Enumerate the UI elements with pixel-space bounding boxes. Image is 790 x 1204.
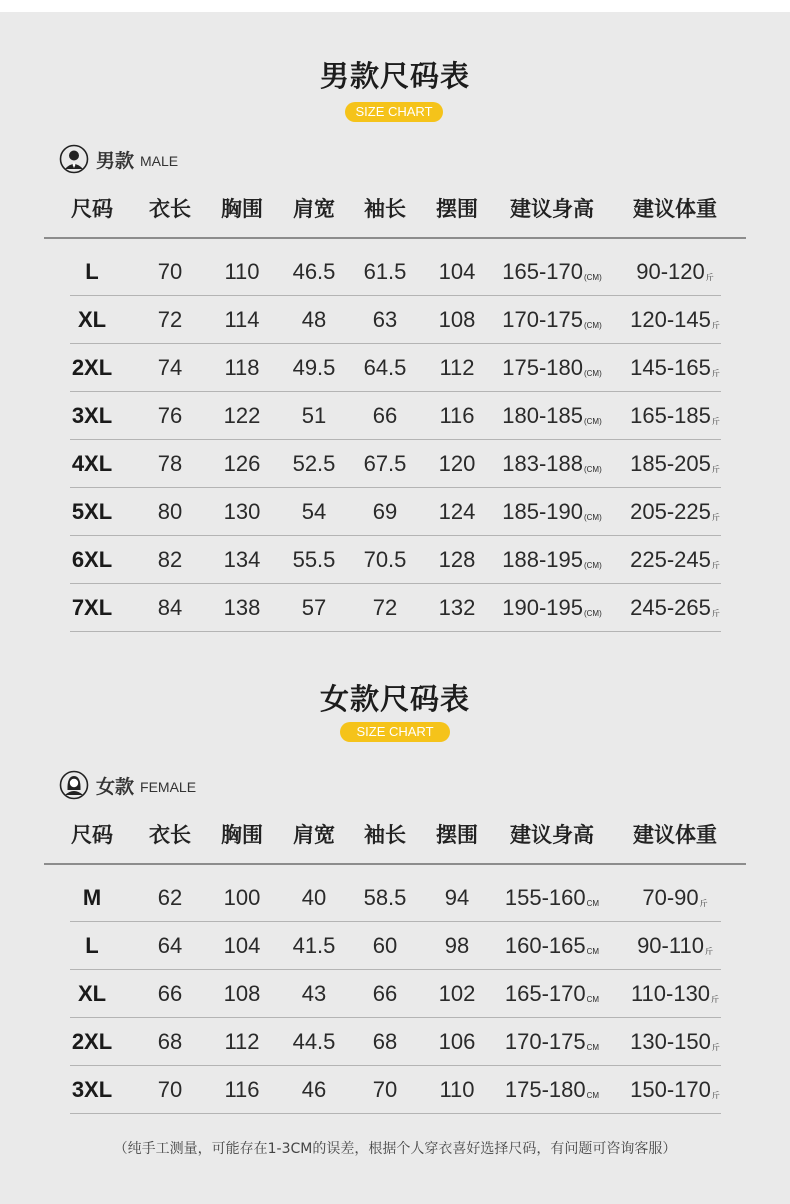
cell-hem-value: 94 <box>444 885 470 910</box>
cell-height-unit: (CM) <box>583 513 602 522</box>
cell-height-unit: CM <box>586 947 600 956</box>
cell-weight-value: 130-150 <box>630 1029 711 1054</box>
cell-weight-unit: 斤 <box>704 947 713 956</box>
cell-size-value: 3XL <box>71 1077 113 1102</box>
cell-size <box>60 1066 124 1113</box>
cell-shoulder-value: 41.5 <box>292 933 336 958</box>
cell-sleeve <box>353 344 417 391</box>
cell-length-value: 70 <box>157 259 183 284</box>
cell-weight-unit: 斤 <box>711 1091 720 1100</box>
cell-weight-unit: 斤 <box>699 899 708 908</box>
cell-hem-value: 112 <box>439 355 475 380</box>
cell-weight <box>620 296 730 343</box>
cell-sleeve-value: 60 <box>372 933 398 958</box>
cell-chest-value: 100 <box>223 885 261 910</box>
cell-length <box>138 1018 202 1065</box>
female-header-divider <box>44 863 746 865</box>
male-section-title: 男款尺码表 <box>319 59 470 93</box>
cell-shoulder <box>282 488 346 535</box>
cell-sleeve-value: 72 <box>372 595 398 620</box>
cell-weight-value: 120-145 <box>630 307 711 332</box>
cell-chest-value: 104 <box>223 933 261 958</box>
cell-height <box>497 488 607 535</box>
cell-length <box>138 248 202 295</box>
cell-shoulder <box>282 248 346 295</box>
cell-size <box>60 392 124 439</box>
cell-shoulder <box>282 922 346 969</box>
table-row <box>0 536 790 584</box>
cell-sleeve <box>353 248 417 295</box>
cell-height-value: 183-188 <box>502 451 583 476</box>
cell-chest <box>210 488 274 535</box>
cell-chest <box>210 1018 274 1065</box>
cell-height <box>497 344 607 391</box>
cell-height-unit: (CM) <box>583 609 602 618</box>
cell-length <box>138 970 202 1017</box>
table-row <box>0 440 790 488</box>
cell-size-value: 4XL <box>71 451 113 476</box>
cell-shoulder-value: 46 <box>301 1077 327 1102</box>
cell-size <box>60 874 124 921</box>
cell-sleeve-value: 66 <box>372 981 398 1006</box>
cell-chest <box>210 584 274 631</box>
male-header-divider <box>44 237 746 239</box>
male-table-header <box>0 189 790 229</box>
female-person-icon <box>59 770 89 800</box>
cell-sleeve-value: 58.5 <box>363 885 407 910</box>
cell-shoulder <box>282 584 346 631</box>
cell-hem-value: 132 <box>438 595 476 620</box>
cell-shoulder-value: 49.5 <box>292 355 336 380</box>
cell-weight-unit: 斤 <box>705 273 714 282</box>
cell-weight-unit: 斤 <box>711 513 720 522</box>
cell-sleeve-value: 63 <box>372 307 398 332</box>
header-length: 衣长 <box>149 823 191 847</box>
cell-hem <box>425 296 489 343</box>
cell-length <box>138 392 202 439</box>
cell-chest <box>210 296 274 343</box>
cell-shoulder-value: 48 <box>301 307 327 332</box>
cell-height-unit: CM <box>586 899 600 908</box>
cell-chest-value: 116 <box>224 1077 260 1102</box>
header-shoulder: 肩宽 <box>293 197 335 221</box>
cell-sleeve-value: 64.5 <box>363 355 407 380</box>
cell-length <box>138 584 202 631</box>
cell-height-value: 160-165 <box>504 933 586 958</box>
cell-chest-value: 112 <box>224 1029 260 1054</box>
cell-chest <box>210 344 274 391</box>
female-table-header <box>0 815 790 855</box>
cell-hem <box>425 584 489 631</box>
cell-height-value: 175-180 <box>504 1077 586 1102</box>
cell-sleeve-value: 70 <box>372 1077 398 1102</box>
cell-weight <box>620 344 730 391</box>
cell-size <box>60 296 124 343</box>
cell-weight <box>620 874 730 921</box>
cell-length-value: 62 <box>157 885 183 910</box>
cell-sleeve-value: 68 <box>372 1029 398 1054</box>
header-sleeve: 袖长 <box>364 197 406 221</box>
cell-weight-value: 90-120 <box>636 259 705 284</box>
cell-length-value: 66 <box>157 981 183 1006</box>
table-row <box>0 584 790 632</box>
cell-height <box>497 536 607 583</box>
cell-length <box>138 488 202 535</box>
cell-hem <box>425 392 489 439</box>
cell-height <box>497 248 607 295</box>
header-weight: 建议体重 <box>633 197 717 221</box>
cell-length-value: 68 <box>157 1029 183 1054</box>
cell-height <box>497 922 607 969</box>
cell-shoulder-value: 43 <box>301 981 327 1006</box>
cell-length-value: 76 <box>157 403 183 428</box>
cell-shoulder <box>282 536 346 583</box>
cell-chest-value: 134 <box>223 547 261 572</box>
cell-weight <box>620 392 730 439</box>
cell-height-unit: (CM) <box>583 369 602 378</box>
row-divider <box>70 631 721 632</box>
cell-chest-value: 138 <box>223 595 261 620</box>
cell-length <box>138 922 202 969</box>
row-divider <box>70 1113 721 1114</box>
cell-weight-value: 70-90 <box>642 885 699 910</box>
cell-height-unit: (CM) <box>583 561 602 570</box>
cell-height-unit: CM <box>586 1091 600 1100</box>
cell-chest-value: 122 <box>223 403 261 428</box>
cell-length-value: 82 <box>157 547 183 572</box>
cell-weight <box>620 1066 730 1113</box>
cell-size-value: 2XL <box>71 1029 113 1054</box>
cell-length <box>138 440 202 487</box>
cell-height-unit: (CM) <box>583 417 602 426</box>
cell-weight-unit: 斤 <box>711 561 720 570</box>
cell-chest-value: 126 <box>223 451 261 476</box>
cell-height <box>497 392 607 439</box>
cell-length-value: 64 <box>157 933 183 958</box>
cell-height-value: 180-185 <box>502 403 583 428</box>
table-row <box>0 344 790 392</box>
cell-size-value: 2XL <box>71 355 113 380</box>
male-label-cn: 男款 <box>96 149 135 172</box>
cell-sleeve <box>353 488 417 535</box>
cell-weight-value: 150-170 <box>630 1077 711 1102</box>
cell-hem-value: 98 <box>444 933 470 958</box>
cell-length-value: 74 <box>157 355 183 380</box>
cell-weight-unit: 斤 <box>711 1043 720 1052</box>
cell-hem <box>425 344 489 391</box>
female-section-label <box>59 770 196 800</box>
cell-shoulder-value: 51 <box>301 403 327 428</box>
cell-size <box>60 488 124 535</box>
cell-hem <box>425 1018 489 1065</box>
cell-height <box>497 874 607 921</box>
cell-chest <box>210 970 274 1017</box>
cell-weight-unit: 斤 <box>711 995 720 1004</box>
female-size-chart-badge: SIZE CHART <box>340 722 450 742</box>
table-row <box>0 1066 790 1114</box>
cell-chest <box>210 536 274 583</box>
cell-length-value: 84 <box>157 595 183 620</box>
cell-height <box>497 440 607 487</box>
header-shoulder: 肩宽 <box>293 823 335 847</box>
cell-size-value: XL <box>77 307 107 332</box>
cell-sleeve <box>353 296 417 343</box>
cell-weight <box>620 440 730 487</box>
cell-size <box>60 440 124 487</box>
measurement-footnote: （纯手工测量，可能存在1-3CM的误差，根据个人穿衣喜好选择尺码，有问题可咨询客服） <box>113 1141 677 1157</box>
cell-size <box>60 922 124 969</box>
cell-hem-value: 124 <box>438 499 476 524</box>
cell-length-value: 78 <box>157 451 183 476</box>
table-row <box>0 392 790 440</box>
cell-height <box>497 1066 607 1113</box>
table-row <box>0 248 790 296</box>
cell-sleeve <box>353 970 417 1017</box>
cell-hem-value: 108 <box>438 307 476 332</box>
cell-chest-value: 130 <box>223 499 261 524</box>
cell-shoulder <box>282 970 346 1017</box>
cell-shoulder <box>282 344 346 391</box>
cell-weight <box>620 536 730 583</box>
header-size: 尺码 <box>71 823 113 847</box>
cell-weight <box>620 1018 730 1065</box>
cell-hem <box>425 922 489 969</box>
cell-hem-value: 106 <box>438 1029 476 1054</box>
male-person-icon <box>59 144 89 174</box>
cell-shoulder <box>282 296 346 343</box>
cell-weight-unit: 斤 <box>711 369 720 378</box>
cell-hem-value: 102 <box>438 981 476 1006</box>
header-weight: 建议体重 <box>633 823 717 847</box>
cell-height-value: 175-180 <box>502 355 583 380</box>
cell-height <box>497 296 607 343</box>
cell-chest-value: 108 <box>223 981 261 1006</box>
cell-height-value: 190-195 <box>502 595 583 620</box>
cell-chest-value: 110 <box>224 259 260 284</box>
cell-weight <box>620 488 730 535</box>
cell-sleeve-value: 67.5 <box>363 451 407 476</box>
cell-hem-value: 120 <box>438 451 476 476</box>
male-section-label <box>59 144 178 174</box>
cell-height <box>497 1018 607 1065</box>
cell-shoulder <box>282 1018 346 1065</box>
cell-shoulder <box>282 392 346 439</box>
cell-height-value: 165-170 <box>502 259 583 284</box>
cell-length-value: 70 <box>157 1077 183 1102</box>
cell-height-value: 155-160 <box>504 885 586 910</box>
cell-shoulder <box>282 874 346 921</box>
cell-chest <box>210 874 274 921</box>
cell-chest-value: 114 <box>224 307 260 332</box>
header-sleeve: 袖长 <box>364 823 406 847</box>
cell-hem <box>425 1066 489 1113</box>
cell-sleeve <box>353 392 417 439</box>
cell-shoulder-value: 44.5 <box>292 1029 336 1054</box>
cell-height-value: 165-170 <box>504 981 586 1006</box>
cell-shoulder-value: 46.5 <box>292 259 336 284</box>
cell-size <box>60 584 124 631</box>
cell-size-value: L <box>85 933 99 958</box>
cell-size-value: L <box>85 259 99 284</box>
cell-sleeve <box>353 922 417 969</box>
cell-size-value: 3XL <box>71 403 113 428</box>
cell-size <box>60 344 124 391</box>
cell-shoulder <box>282 1066 346 1113</box>
cell-size-value: 6XL <box>71 547 113 572</box>
top-strip <box>0 0 790 12</box>
cell-sleeve <box>353 584 417 631</box>
cell-shoulder-value: 57 <box>301 595 327 620</box>
cell-length <box>138 1066 202 1113</box>
cell-hem <box>425 440 489 487</box>
cell-size-value: XL <box>77 981 107 1006</box>
table-row <box>0 922 790 970</box>
header-height: 建议身高 <box>510 197 594 221</box>
cell-weight-unit: 斤 <box>711 321 720 330</box>
cell-height-unit: CM <box>586 1043 600 1052</box>
header-length: 衣长 <box>149 197 191 221</box>
cell-height <box>497 970 607 1017</box>
cell-height-value: 170-175 <box>504 1029 586 1054</box>
cell-weight-unit: 斤 <box>711 417 720 426</box>
table-row <box>0 1018 790 1066</box>
table-row <box>0 970 790 1018</box>
cell-hem-value: 116 <box>439 403 475 428</box>
cell-weight <box>620 970 730 1017</box>
cell-size-value: 5XL <box>71 499 113 524</box>
cell-hem <box>425 488 489 535</box>
cell-size <box>60 1018 124 1065</box>
cell-sleeve <box>353 440 417 487</box>
cell-weight-value: 145-165 <box>630 355 711 380</box>
cell-length-value: 80 <box>157 499 183 524</box>
cell-size-value: 7XL <box>71 595 113 620</box>
cell-weight <box>620 248 730 295</box>
cell-height-unit: CM <box>586 995 600 1004</box>
cell-weight-value: 185-205 <box>630 451 711 476</box>
male-size-chart-badge: SIZE CHART <box>345 102 443 122</box>
cell-weight-unit: 斤 <box>711 465 720 474</box>
cell-chest <box>210 248 274 295</box>
cell-weight-unit: 斤 <box>711 609 720 618</box>
cell-height-unit: (CM) <box>583 321 602 330</box>
male-label-en: MALE <box>140 153 179 169</box>
cell-height-value: 170-175 <box>502 307 583 332</box>
cell-length <box>138 536 202 583</box>
female-label-cn: 女款 <box>96 775 135 798</box>
cell-height-value: 185-190 <box>502 499 583 524</box>
cell-size-value: M <box>82 885 102 910</box>
cell-length-value: 72 <box>157 307 183 332</box>
cell-chest-value: 118 <box>224 355 260 380</box>
cell-sleeve <box>353 1066 417 1113</box>
cell-hem-value: 110 <box>439 1077 475 1102</box>
cell-weight-value: 245-265 <box>630 595 711 620</box>
header-height: 建议身高 <box>510 823 594 847</box>
cell-chest <box>210 392 274 439</box>
cell-shoulder-value: 52.5 <box>292 451 336 476</box>
cell-sleeve <box>353 874 417 921</box>
cell-height-unit: (CM) <box>583 273 602 282</box>
cell-length <box>138 874 202 921</box>
table-row <box>0 874 790 922</box>
cell-weight <box>620 922 730 969</box>
cell-sleeve-value: 69 <box>372 499 398 524</box>
cell-sleeve <box>353 536 417 583</box>
cell-hem <box>425 970 489 1017</box>
cell-weight-value: 165-185 <box>630 403 711 428</box>
table-row <box>0 488 790 536</box>
cell-length <box>138 296 202 343</box>
cell-shoulder-value: 54 <box>301 499 327 524</box>
header-hem: 摆围 <box>436 197 478 221</box>
cell-weight-value: 205-225 <box>630 499 711 524</box>
cell-weight-value: 90-110 <box>637 933 704 958</box>
cell-height-value: 188-195 <box>502 547 583 572</box>
cell-hem-value: 128 <box>438 547 476 572</box>
cell-weight-value: 110-130 <box>630 981 711 1006</box>
cell-length <box>138 344 202 391</box>
cell-chest <box>210 1066 274 1113</box>
header-chest: 胸围 <box>221 823 263 847</box>
cell-hem-value: 104 <box>438 259 476 284</box>
cell-sleeve-value: 61.5 <box>363 259 407 284</box>
header-chest: 胸围 <box>221 197 263 221</box>
cell-chest <box>210 922 274 969</box>
cell-sleeve-value: 70.5 <box>363 547 407 572</box>
table-row <box>0 296 790 344</box>
cell-hem <box>425 248 489 295</box>
cell-shoulder <box>282 440 346 487</box>
cell-shoulder-value: 40 <box>301 885 327 910</box>
cell-height-unit: (CM) <box>583 465 602 474</box>
cell-shoulder-value: 55.5 <box>292 547 336 572</box>
female-section-title: 女款尺码表 <box>319 682 470 716</box>
cell-weight <box>620 584 730 631</box>
cell-size <box>60 536 124 583</box>
cell-sleeve-value: 66 <box>372 403 398 428</box>
female-label-en: FEMALE <box>140 779 197 795</box>
cell-weight-value: 225-245 <box>630 547 711 572</box>
cell-height <box>497 584 607 631</box>
cell-size <box>60 970 124 1017</box>
cell-chest <box>210 440 274 487</box>
header-size: 尺码 <box>71 197 113 221</box>
cell-hem <box>425 536 489 583</box>
cell-hem <box>425 874 489 921</box>
header-hem: 摆围 <box>436 823 478 847</box>
cell-sleeve <box>353 1018 417 1065</box>
cell-size <box>60 248 124 295</box>
